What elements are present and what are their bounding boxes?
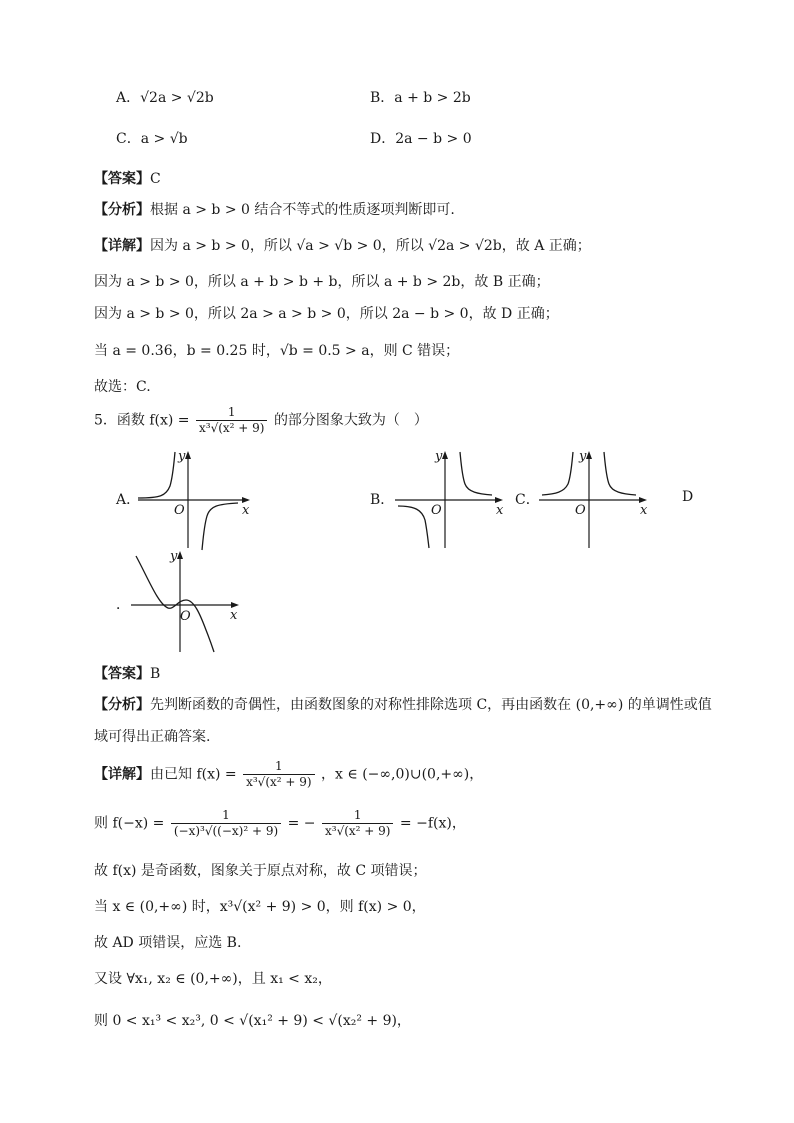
graph-b-label: B． bbox=[370, 492, 395, 508]
detail-text-mid: = − bbox=[287, 815, 316, 832]
numerator: 1 bbox=[171, 808, 281, 824]
analysis-text: 先判断函数的奇偶性，由函数图象的对称性排除选项 C，再由函数在 (0,+∞) 的单调性或值 bbox=[150, 697, 712, 713]
y-axis-arrow-icon bbox=[586, 451, 592, 459]
curve-right-branch bbox=[202, 503, 238, 550]
detail-4-line-5: 故选：C. bbox=[94, 379, 151, 395]
fraction-x bbox=[322, 808, 393, 839]
detail-text: 因为 a > b > 0，所以 √a > √b > 0，所以 √2a > √2b，故 A 正确； bbox=[150, 238, 591, 254]
q5-denominator: x³√(x² + 9) bbox=[199, 421, 265, 435]
detail-5-fraction bbox=[243, 759, 314, 790]
detail-5-line-3: 故 f(x) 是奇函数，图象关于原点对称，故 C 项错误； bbox=[94, 863, 427, 879]
graph-d-label: D bbox=[682, 489, 694, 505]
option-b: B．a + b > 2b bbox=[370, 90, 471, 106]
analysis-tag: 【分析】 bbox=[94, 697, 150, 713]
curve-left-branch bbox=[138, 452, 175, 498]
detail-text: 由已知 f(x) = bbox=[150, 766, 237, 783]
x-axis-label: x bbox=[640, 503, 648, 518]
option-d: D．2a − b > 0 bbox=[370, 131, 472, 147]
y-axis-label: y bbox=[178, 449, 186, 464]
graph-d-dot: ． bbox=[116, 597, 130, 613]
x-axis-label: x bbox=[242, 503, 250, 518]
analysis-5-line-1 bbox=[94, 695, 712, 715]
origin-label: O bbox=[575, 503, 586, 518]
detail-tag: 【详解】 bbox=[94, 766, 150, 783]
denominator: x³√(x² + 9) bbox=[324, 824, 391, 838]
answer-4 bbox=[94, 169, 161, 189]
y-axis-label: y bbox=[579, 449, 587, 464]
detail-text-tail: ，x ∈ (−∞,0)∪(0,+∞)， bbox=[321, 766, 484, 783]
q5-suffix: 的部分图象大致为（ ） bbox=[273, 412, 428, 429]
analysis-4 bbox=[94, 200, 455, 220]
question-5 bbox=[94, 405, 428, 436]
origin-label: O bbox=[180, 609, 191, 624]
curve bbox=[136, 556, 214, 652]
numerator: 1 bbox=[243, 759, 314, 775]
graph-d bbox=[126, 548, 244, 656]
denominator: (−x)³√((−x)² + 9) bbox=[173, 824, 279, 838]
answer-tag: 【答案】 bbox=[94, 666, 150, 682]
origin-label: O bbox=[174, 503, 185, 518]
curve-right-branch bbox=[460, 452, 492, 495]
denominator: x³√(x² + 9) bbox=[246, 775, 312, 789]
detail-text: 则 f(−x) = bbox=[94, 815, 165, 832]
curve-right-branch bbox=[604, 452, 636, 495]
detail-4-line-1 bbox=[94, 236, 591, 256]
curve-left-branch bbox=[398, 506, 429, 548]
detail-text-tail: = −f(x)， bbox=[399, 815, 466, 832]
y-axis-label: y bbox=[435, 449, 443, 464]
y-axis-arrow-icon bbox=[177, 551, 183, 559]
answer-tag: 【答案】 bbox=[94, 171, 150, 187]
analysis-tag: 【分析】 bbox=[94, 202, 150, 218]
analysis-text: 根据 a > b > 0 结合不等式的性质逐项判断即可. bbox=[150, 202, 455, 218]
y-axis-arrow-icon bbox=[185, 451, 191, 459]
detail-4-line-2: 因为 a > b > 0，所以 a + b > b + b，所以 a + b > 2b，故 B 正确； bbox=[94, 274, 550, 290]
detail-4-line-3: 因为 a > b > 0，所以 2a > a > b > 0，所以 2a − b > 0，故 D 正确； bbox=[94, 306, 559, 322]
option-a: A．√2a > √2b bbox=[116, 90, 214, 106]
detail-5-line-2 bbox=[94, 808, 466, 839]
detail-5-line-7: 则 0 < x₁³ < x₂³, 0 < √(x₁² + 9) < √(x₂² + 9)， bbox=[94, 1013, 411, 1029]
q5-fraction bbox=[196, 405, 267, 436]
y-axis-arrow-icon bbox=[442, 451, 448, 459]
detail-5-line-4: 当 x ∈ (0,+∞) 时，x³√(x² + 9) > 0，则 f(x) > 0， bbox=[94, 899, 426, 915]
detail-tag: 【详解】 bbox=[94, 238, 150, 254]
detail-5-line-6: 又设 ∀x₁, x₂ ∈ (0,+∞)，且 x₁ < x₂， bbox=[94, 971, 332, 987]
detail-4-line-4: 当 a = 0.36，b = 0.25 时，√b = 0.5 > a，则 C 错误； bbox=[94, 343, 460, 359]
detail-5-line-5: 故 AD 项错误，应选 B. bbox=[94, 935, 242, 951]
graph-c bbox=[534, 448, 652, 553]
graph-a bbox=[130, 448, 255, 553]
q5-prefix: 5．函数 f(x) = bbox=[94, 412, 190, 429]
x-axis-label: x bbox=[496, 503, 504, 518]
analysis-5-line-2: 域可得出正确答案. bbox=[94, 729, 211, 745]
x-axis-label: x bbox=[230, 608, 238, 623]
fraction-neg-x bbox=[171, 808, 281, 839]
graph-b bbox=[390, 448, 508, 553]
graph-c-label: C． bbox=[515, 492, 540, 508]
answer-value: B bbox=[150, 666, 161, 682]
detail-5-line-1 bbox=[94, 759, 483, 790]
curve-left-branch bbox=[542, 452, 573, 495]
origin-label: O bbox=[431, 503, 442, 518]
answer-5 bbox=[94, 664, 160, 684]
numerator: 1 bbox=[322, 808, 393, 824]
y-axis-label: y bbox=[170, 549, 178, 564]
graph-a-label: A． bbox=[116, 492, 141, 508]
option-c: C．a > √b bbox=[116, 131, 188, 147]
answer-value: C bbox=[150, 171, 161, 187]
q5-numerator: 1 bbox=[196, 405, 267, 421]
